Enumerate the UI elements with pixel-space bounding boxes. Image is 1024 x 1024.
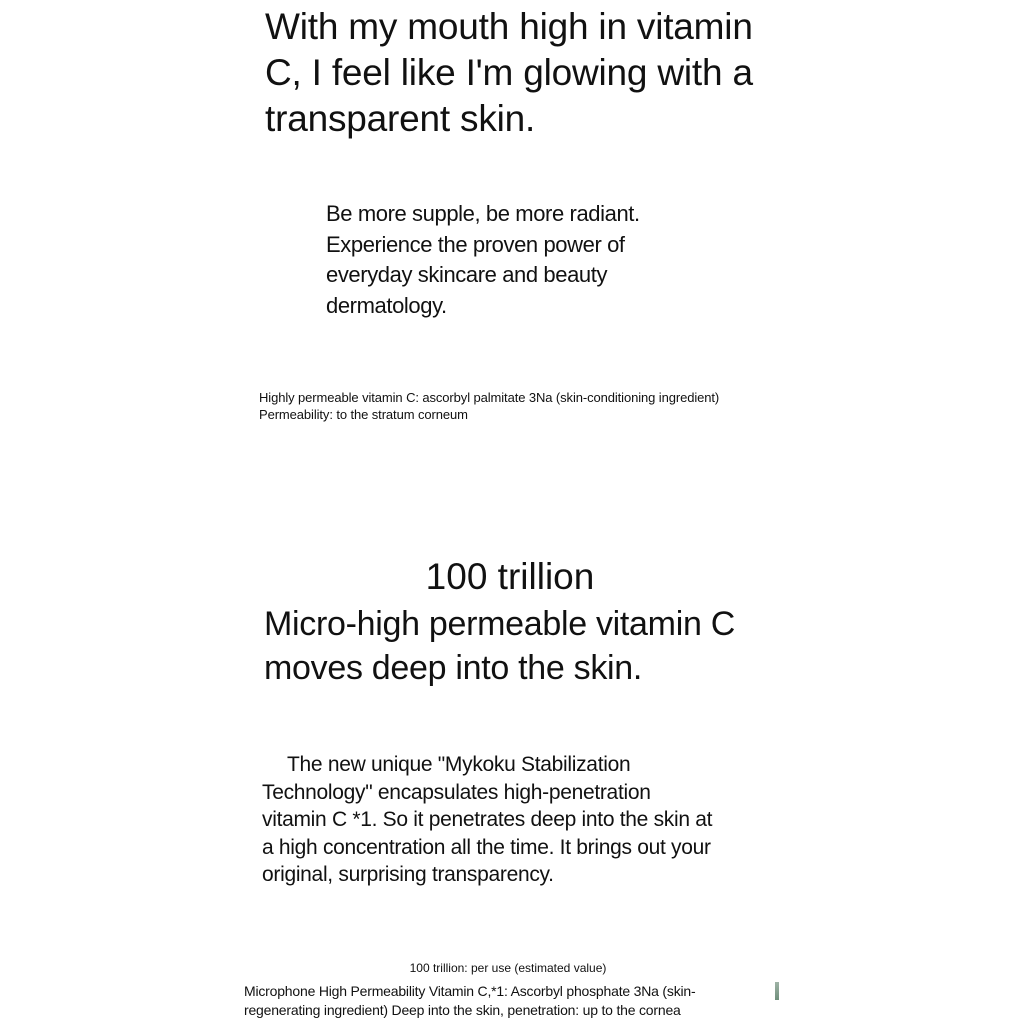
ingredient-note [259,389,719,423]
ingredient-footnote-line: regenerating ingredient) Deep into the skin, penetration: up to the cornea [244,1002,681,1018]
edge-decoration [775,982,779,1000]
secondary-headline [264,602,735,690]
ingredient-footnote-line: Microphone High Permeability Vitamin C,*1: Ascorbyl phosphate 3Na (skin- [244,983,696,999]
secondary-headline-line: Micro-high permeable vitamin C [264,605,735,643]
subcopy [326,199,640,321]
body-paragraph [262,751,712,889]
body-line: original, surprising transparency. [262,863,554,887]
body-line: The new unique "Mykoku Stabilization [287,753,631,776]
ingredient-note-line: Highly permeable vitamin C: ascorbyl palmitate 3Na (skin-conditioning ingredient) [259,390,720,405]
subcopy-line: everyday skincare and beauty [326,262,608,287]
headline-line: transparent skin. [265,98,536,139]
body-line: a high concentration all the time. It brings out your [262,835,711,859]
big-number-heading: 100 trillion [425,556,595,597]
headline-line: C, I feel like I'm glowing with a [265,52,753,93]
body-line: Technology" encapsulates high-penetration [262,780,651,804]
ingredient-footnote [244,982,695,1020]
subcopy-line: Experience the proven power of [326,231,625,257]
secondary-headline-line: moves deep into the skin. [264,649,643,687]
body-line: vitamin C *1. So it penetrates deep into the skin at [262,808,713,832]
subcopy-line: Be more supple, be more radiant. [326,201,640,226]
ingredient-note-line: Permeability: to the stratum corneum [259,407,468,422]
subcopy-line: dermatology. [326,292,447,318]
headline [265,4,753,142]
estimate-footnote: 100 trillion: per use (estimated value) [409,961,607,975]
headline-line: With my mouth high in vitamin [265,6,753,47]
